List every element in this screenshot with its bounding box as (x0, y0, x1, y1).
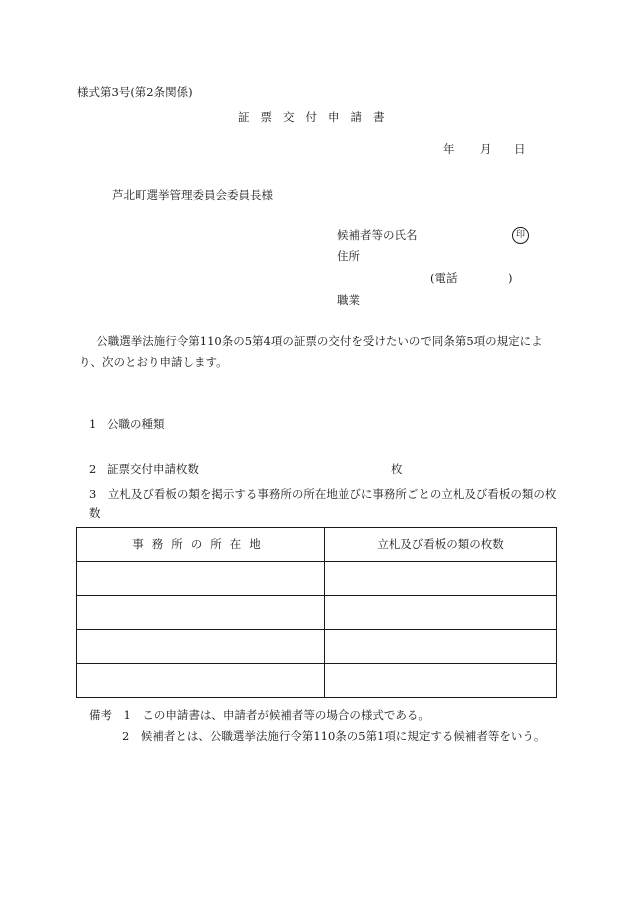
table-cell-count[interactable] (325, 630, 557, 664)
note-text: この申請書は、申請者が候補者等の場合の様式である。 (142, 708, 430, 722)
applicant-name-label: 候補者等の氏名 (337, 228, 418, 242)
applicant-address-label: 住所 (337, 249, 360, 263)
seal-mark: 印 (512, 227, 529, 244)
note-1 (89, 709, 430, 723)
item-number: 2 (89, 462, 97, 476)
table-header-row (77, 528, 557, 562)
note-2 (122, 730, 545, 744)
office-table (76, 527, 557, 698)
table-cell-count[interactable] (325, 664, 557, 698)
phone-open: (電話 (430, 271, 458, 285)
item-label: 公職の種類 (107, 417, 165, 431)
table-cell-location[interactable] (77, 664, 325, 698)
note-number: 2 (122, 729, 130, 743)
item-3 (89, 485, 559, 523)
item-number: 3 (89, 487, 97, 501)
table-cell-location[interactable] (77, 596, 325, 630)
table-cell-count[interactable] (325, 596, 557, 630)
item-unit: 枚 (391, 462, 403, 476)
table-cell-location[interactable] (77, 562, 325, 596)
page-title: 証票交付申請書 (238, 110, 396, 124)
header-office-location: 事務所の所在地 (77, 528, 325, 562)
note-text: 候補者とは、公職選挙法施行令第110条の5第1項に規定する候補者等をいう。 (140, 729, 546, 743)
table-row (77, 664, 557, 698)
date-day: 日 (514, 142, 526, 156)
table-row (77, 562, 557, 596)
item-label: 証票交付申請枚数 (107, 462, 199, 476)
table-cell-location[interactable] (77, 630, 325, 664)
date-year: 年 (443, 142, 455, 156)
addressee: 芦北町選挙管理委員会委員長様 (112, 188, 273, 202)
item-number: 1 (89, 417, 97, 431)
header-sign-count: 立札及び看板の類の枚数 (325, 528, 557, 562)
item-label: 立札及び看板の類を掲示する事務所の所在地並びに事務所ごとの立札及び看板の類の枚数 (89, 487, 557, 520)
table-cell-count[interactable] (325, 562, 557, 596)
phone-close: ) (508, 271, 513, 285)
table-row (77, 630, 557, 664)
date-month: 月 (480, 142, 492, 156)
form-number: 様式第3号(第2条関係) (77, 85, 193, 99)
notes-label: 備考 (89, 708, 112, 722)
application-statement: 公職選挙法施行令第110条の5第4項の証票の交付を受けたいので同条第5項の規定により、次のとおり申請します。 (79, 334, 543, 369)
table-row (77, 596, 557, 630)
applicant-occupation-label: 職業 (337, 293, 360, 307)
note-number: 1 (123, 708, 131, 722)
